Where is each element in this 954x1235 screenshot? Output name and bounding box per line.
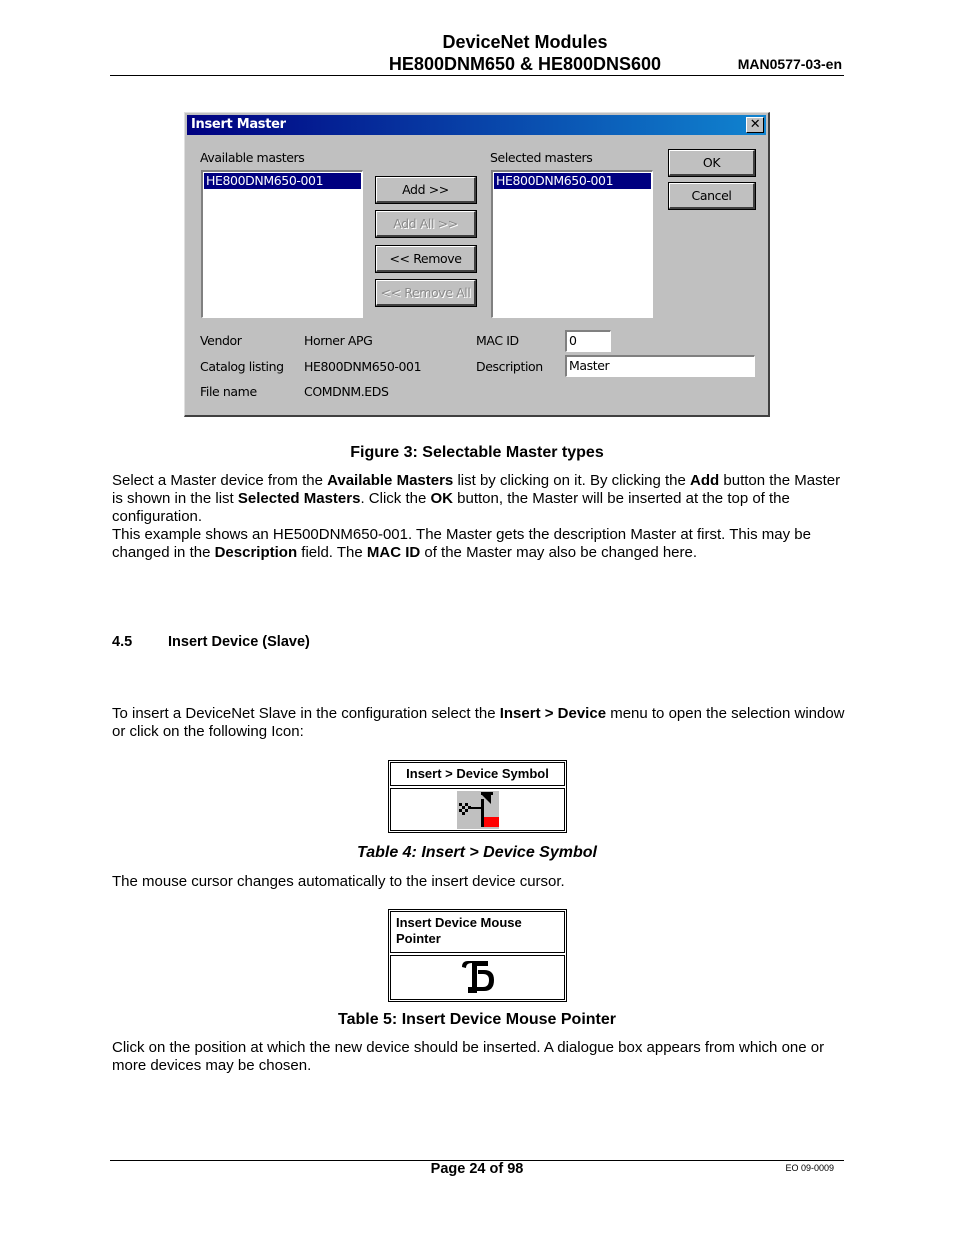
paragraph-insert-slave (112, 705, 846, 741)
add-button[interactable]: Add >> (376, 177, 476, 203)
table4-caption: Table 4: Insert > Device Symbol (357, 844, 597, 861)
eo-number: EO 09-0009 (785, 1163, 834, 1173)
ok-button[interactable]: OK (669, 150, 755, 176)
bold-term: Selected Masters (237, 490, 361, 507)
mouse-pointer-cell (390, 955, 565, 1000)
mouse-pointer-table (388, 909, 567, 1002)
bold-term: Available Masters (327, 472, 454, 489)
mac-id-input[interactable]: 0 (565, 330, 611, 352)
close-icon[interactable]: ✕ (746, 117, 764, 133)
insert-device-icon (457, 791, 499, 829)
file-name-label: File name (200, 384, 257, 399)
bold-term: Insert > Device (499, 705, 607, 722)
mac-id-label: MAC ID (476, 333, 519, 348)
available-masters-list[interactable] (201, 170, 363, 318)
paragraph-cursor-changes: The mouse cursor changes automatically to the insert device cursor. (112, 873, 565, 890)
available-masters-label: Available masters (200, 150, 305, 165)
device-symbol-table-header: Insert > Device Symbol (390, 762, 565, 786)
text-run: . Click the (360, 490, 431, 507)
add-all-button[interactable]: Add All >> (376, 211, 476, 237)
catalog-listing-label: Catalog listing (200, 359, 284, 374)
file-name-value: COMDNM.EDS (304, 384, 389, 399)
text-run: menu to open the selection window or click on the following Icon: (112, 705, 845, 740)
text-run: button, the Master will be inserted at the top of the configuration. (112, 490, 790, 525)
description-label: Description (476, 359, 543, 374)
vendor-value: Horner APG (304, 333, 373, 348)
paragraph-select-master (112, 472, 846, 526)
bold-term: MAC ID (366, 544, 421, 561)
section-number: 4.5 (112, 634, 133, 650)
text-run: field. The (297, 544, 367, 561)
text-run: This example shows an HE500DNM650-001. The Master gets the description Master at first. This may be changed in the (112, 526, 811, 561)
header-rule (110, 75, 844, 76)
paragraph-example (112, 526, 846, 562)
remove-button[interactable]: << Remove (376, 246, 476, 272)
bold-term: Add (690, 472, 720, 489)
dialog-titlebar[interactable] (187, 115, 766, 135)
text-run: Select a Master device from the (112, 472, 328, 489)
table5-caption: Table 5: Insert Device Mouse Pointer (337, 1011, 616, 1028)
catalog-listing-value: HE800DNM650-001 (304, 359, 422, 374)
vendor-label: Vendor (200, 333, 242, 348)
bold-term: OK (430, 490, 453, 507)
text-run: button the Master is shown in the list (112, 472, 841, 507)
device-symbol-table (388, 760, 567, 833)
device-symbol-cell (390, 788, 565, 831)
selected-masters-label: Selected masters (490, 150, 593, 165)
remove-all-button[interactable]: << Remove All (376, 280, 476, 306)
cancel-button[interactable]: Cancel (669, 183, 755, 209)
figure-caption: Figure 3: Selectable Master types (350, 444, 604, 461)
header-title-line1: DeviceNet Modules (442, 32, 608, 52)
selected-masters-list[interactable] (491, 170, 653, 318)
insert-master-dialog (184, 112, 770, 417)
section-title: Insert Device (Slave) (168, 634, 310, 650)
header-title-line2: HE800DNM650 & HE800DNS600 (388, 54, 662, 74)
available-master-item[interactable]: HE800DNM650-001 (204, 173, 361, 189)
mouse-pointer-table-header: Insert Device Mouse Pointer (390, 911, 565, 953)
dialog-title: Insert Master (191, 117, 286, 132)
description-input[interactable]: Master (565, 355, 755, 377)
text-run: of the Master may also be changed here. (420, 544, 698, 561)
bold-term: Description (214, 544, 298, 561)
document-number: MAN0577-03-en (737, 56, 842, 72)
insert-device-cursor-icon (458, 959, 498, 997)
paragraph-click-position: Click on the position at which the new device should be inserted. A dialogue box appears from which one or more devices may be chosen. (112, 1039, 825, 1074)
text-run: list by clicking on it. By clicking the (453, 472, 691, 489)
selected-master-item[interactable]: HE800DNM650-001 (494, 173, 651, 189)
text-run: To insert a DeviceNet Slave in the configuration select the (112, 705, 500, 722)
page-number: Page 24 of 98 (430, 1161, 524, 1177)
